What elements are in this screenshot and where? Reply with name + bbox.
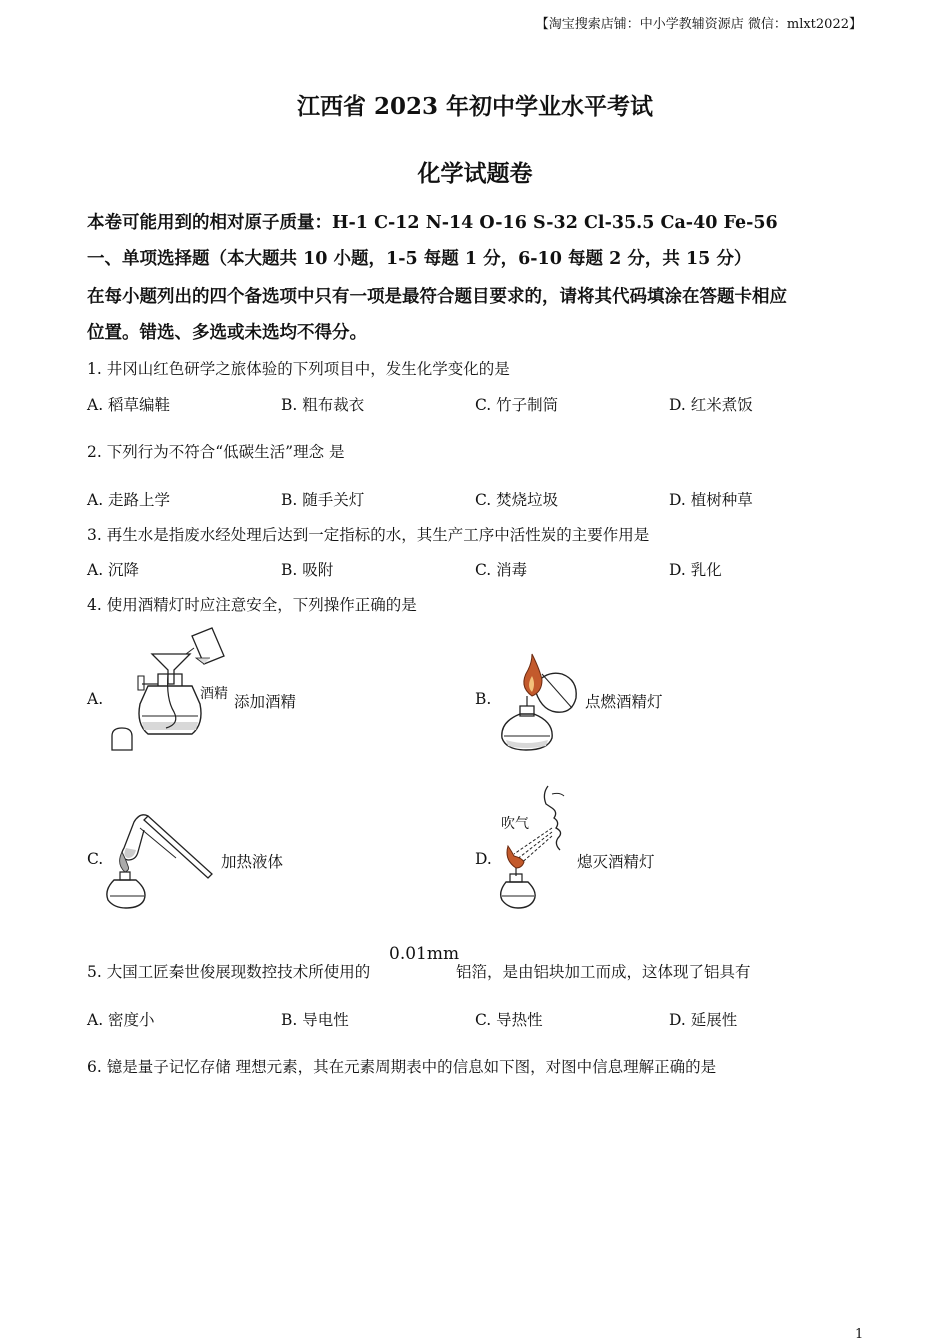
extinguish-lamp-figure <box>496 782 582 912</box>
question-1-option-c: C. 竹子制筒 <box>475 396 559 414</box>
question-5-option-d: D. 延展性 <box>669 1011 738 1029</box>
page-number: 1 <box>855 1327 864 1342</box>
header-note: 【淘宝搜索店铺：中小学教辅资源店 微信：mlxt2022】 <box>535 17 862 32</box>
question-1-option-b: B. 粗布裁衣 <box>281 396 365 414</box>
question-1-stem: 1. 井冈山红色研学之旅体验的下列项目中，发生化学变化的是 <box>87 360 510 378</box>
question-3-option-a: A. 沉降 <box>87 561 140 579</box>
question-4-caption-d: 熄灭酒精灯 <box>577 853 655 871</box>
question-4-caption-b: 点燃酒精灯 <box>585 693 663 711</box>
section-heading: 一、单项选择题（本大题共 10 小题，1-5 每题 1 分，6-10 每题 2 分，共 15 分） <box>87 249 752 269</box>
question-5-option-a: A. 密度小 <box>87 1011 155 1029</box>
heat-liquid-figure <box>104 808 216 912</box>
question-1-option-a: A. 稻草编鞋 <box>87 396 171 414</box>
section-instruction-2: 位置。错选、多选或未选均不得分。 <box>87 323 367 343</box>
question-4-caption-a: 添加酒精 <box>234 693 297 711</box>
question-5-measure: 0.01mm <box>389 944 460 964</box>
question-5-option-b: B. 导电性 <box>281 1011 349 1029</box>
question-1-option-d: D. 红米煮饭 <box>669 396 753 414</box>
question-2-stem: 2. 下列行为不符合“低碳生活”理念 是 <box>87 443 345 461</box>
question-4-option-b: B. <box>475 690 492 708</box>
page-subtitle: 化学试题卷 <box>417 160 533 187</box>
light-lamp-figure <box>496 652 588 756</box>
question-5-stem-start: 5. 大国工匠秦世俊展现数控技术所使用的 <box>87 963 371 981</box>
question-2-option-d: D. 植树种草 <box>669 491 753 509</box>
question-4-option-c: C. <box>87 850 104 868</box>
question-3-stem: 3. 再生水是指废水经处理后达到一定指标的水，其生产工序中活性炭的主要作用是 <box>87 526 650 544</box>
question-4-option-a: A. <box>87 690 104 708</box>
question-3-option-d: D. 乳化 <box>669 561 722 579</box>
question-5-stem-end: 铝箔，是由铝块加工而成，这体现了铝具有 <box>456 963 751 981</box>
figure-label-blow: 吹气 <box>501 816 529 832</box>
question-4-stem: 4. 使用酒精灯时应注意安全，下列操作正确的是 <box>87 596 417 614</box>
question-2-option-a: A. 走路上学 <box>87 491 171 509</box>
question-3-option-b: B. 吸附 <box>281 561 334 579</box>
question-2-option-c: C. 焚烧垃圾 <box>475 491 559 509</box>
question-4-caption-c: 加热液体 <box>221 853 284 871</box>
atomic-masses: 本卷可能用到的相对原子质量：H-1 C-12 N-14 O-16 S-32 Cl-35.5 Ca-40 Fe-56 <box>87 213 778 233</box>
question-4-option-d: D. <box>475 850 492 868</box>
question-2-option-b: B. 随手关灯 <box>281 491 365 509</box>
question-5-option-c: C. 导热性 <box>475 1011 543 1029</box>
question-3-option-c: C. 消毒 <box>475 561 528 579</box>
question-6-stem: 6. 镱是量子记忆存储 理想元素，其在元素周期表中的信息如下图，对图中信息理解正确的是 <box>87 1058 717 1076</box>
page-title: 江西省 2023 年初中学业水平考试 <box>296 93 654 120</box>
section-instruction-1: 在每小题列出的四个备选项中只有一项是最符合题目要求的，请将其代码填涂在答题卡相应 <box>87 287 787 307</box>
figure-label-alcohol: 酒精 <box>200 686 228 702</box>
